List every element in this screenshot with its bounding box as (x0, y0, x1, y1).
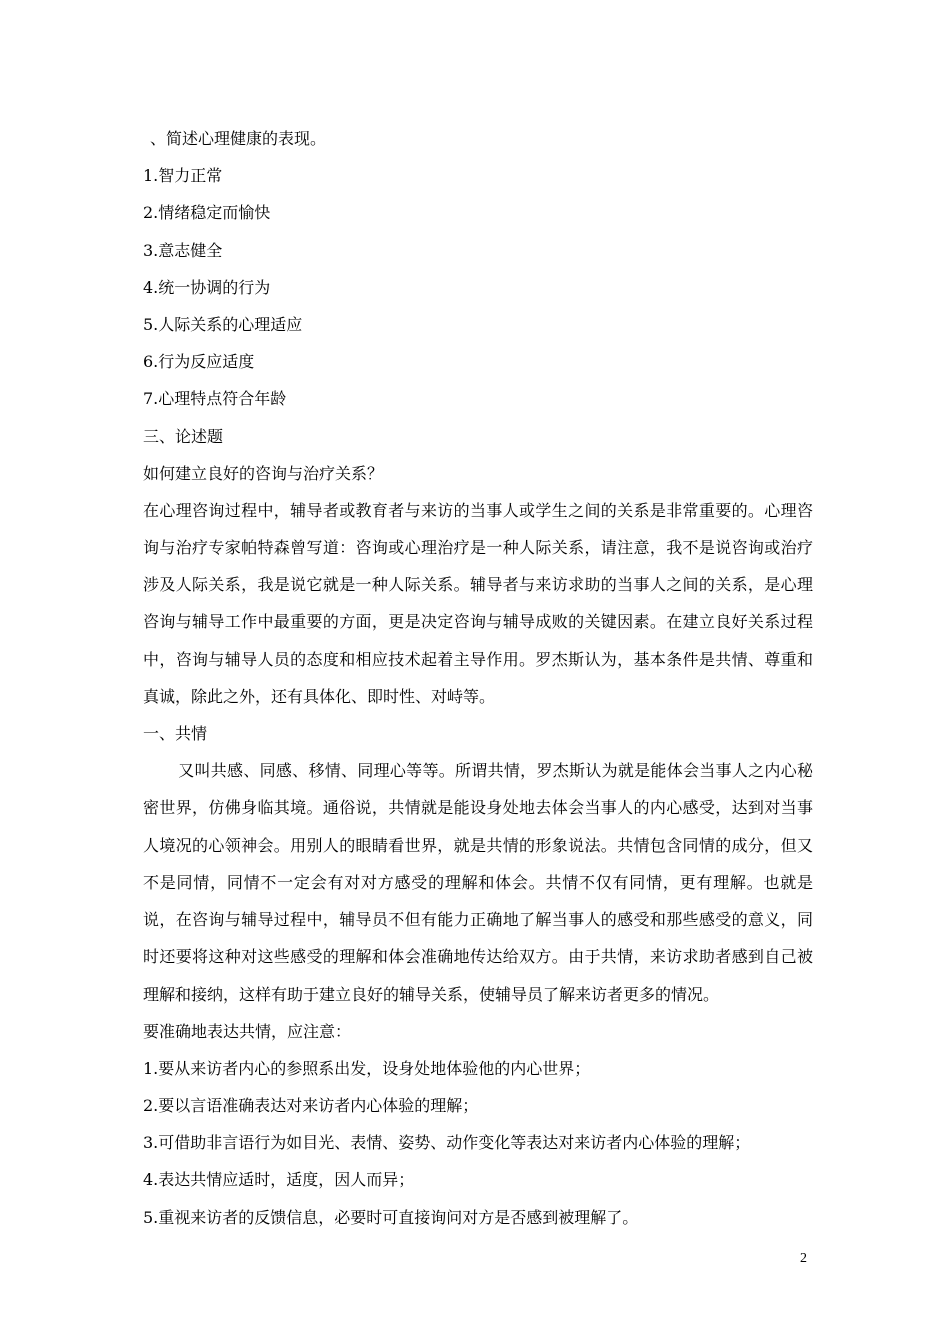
page-content (143, 120, 813, 1236)
empathy-point: 5.重视来访者的反馈信息，必要时可直接询问对方是否感到被理解了。 (143, 1207, 639, 1227)
health-item: 7.心理特点符合年龄 (143, 389, 287, 409)
empathy-paragraph: 又叫共感、同感、移情、同理心等等。所谓共情，罗杰斯认为就是能体会当事人之内心秘密世界，仿佛身临其境。通俗说，共情就是能设身处地去体会当事人的内心感受，达到对当事人境况的心领神会。用别人的眼睛看世界，就是共情的形象说法。共情包含同情的成分，但又不是同情，同情不一定会有对对方感受的理解和体会。共情不仅有同情，更有理解。也就是说，在咨询与辅导过程中，辅导员不但有能力正确地了解当事人的感受和那些感受的意义，同时还要将这种对这些感受的理解和体会准确地传达给双方。由于共情，来访求助者感到自己被理解和接纳，这样有助于建立良好的辅导关系，使辅导员了解来访者更多的情况。 (143, 761, 813, 1004)
empathy-point: 1.要从来访者内心的参照系出发，设身处地体验他的内心世界； (143, 1058, 591, 1078)
empathy-heading: 一、共情 (143, 724, 208, 744)
health-item: 2.情绪稳定而愉快 (143, 203, 271, 223)
intro-paragraph: 在心理咨询过程中，辅导者或教育者与来访的当事人或学生之间的关系是非常重要的。心理咨询与治疗专家帕特森曾写道：咨询或心理治疗是一种人际关系，请注意，我不是说咨询或治疗涉及人际关系，我是说它就是一种人际关系。辅导者与来访求助的当事人之间的关系，是心理咨询与辅导工作中最重要的方面，更是决定咨询与辅导成败的关键因素。在建立良好关系过程中，咨询与辅导人员的态度和相应技术起着主导作用。罗杰斯认为，基本条件是共情、尊重和真诚，除此之外，还有具体化、即时性、对峙等。 (143, 500, 813, 706)
health-item: 6.行为反应适度 (143, 352, 255, 372)
empathy-note: 要准确地表达共情，应注意： (143, 1021, 352, 1041)
empathy-points-list (143, 1050, 813, 1236)
empathy-point: 3.可借助非言语行为如目光、表情、姿势、动作变化等表达对来访者内心体验的理解； (143, 1133, 751, 1153)
section-heading: 、简述心理健康的表现。 (150, 129, 327, 148)
health-item: 3.意志健全 (143, 240, 223, 260)
page-number: 2 (800, 1251, 807, 1266)
health-list (143, 157, 813, 417)
part-three-heading: 三、论述题 (143, 426, 224, 446)
health-item: 4.统一协调的行为 (143, 277, 271, 297)
health-item: 1.智力正常 (143, 166, 223, 186)
health-item: 5.人际关系的心理适应 (143, 314, 303, 334)
empathy-point: 4.表达共情应适时，适度，因人而异； (143, 1170, 415, 1190)
essay-question: 如何建立良好的咨询与治疗关系？ (143, 463, 384, 483)
empathy-point: 2.要以言语准确表达对来访者内心体验的理解； (143, 1096, 479, 1116)
